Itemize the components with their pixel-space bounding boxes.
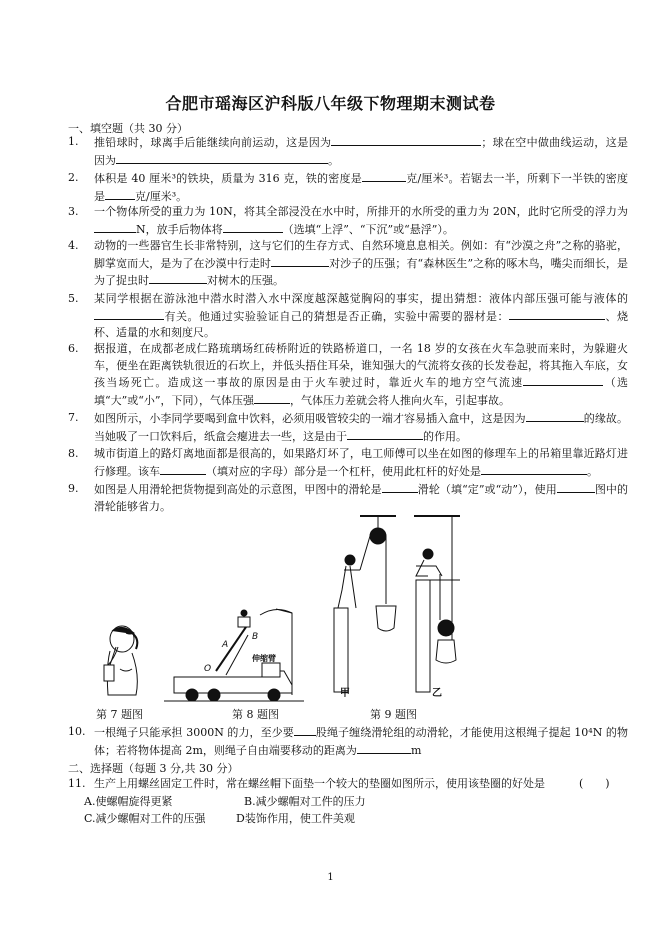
question-text: （选填“大”或“小”，下同），气体压强 bbox=[94, 376, 629, 407]
question-text: 一根绳子只能承担 3000N 的力，至少要 bbox=[94, 726, 294, 739]
question-10 bbox=[68, 724, 628, 759]
answer-blank[interactable] bbox=[382, 481, 418, 493]
answer-blank[interactable] bbox=[254, 392, 290, 404]
question-text: 某同学根据在游泳池中潜水时潜入水中深度越深越觉胸闷的事实，提出猜想：液体内部压强可能与液体的 bbox=[94, 292, 628, 305]
answer-blank[interactable] bbox=[523, 374, 603, 386]
question-4 bbox=[68, 238, 628, 290]
page-title: 合肥市瑶海区沪科版八年级下物理期末测试卷 bbox=[165, 94, 496, 113]
figure-9-caption: 第 9 题图 bbox=[370, 708, 417, 721]
page-number: 1 bbox=[327, 872, 334, 883]
question-number: 2. bbox=[68, 171, 79, 184]
answer-blank[interactable] bbox=[481, 463, 587, 475]
answer-blank[interactable] bbox=[509, 308, 605, 320]
question-text: ；球在空中做曲线运动，这是因为 bbox=[94, 136, 629, 167]
answer-blank[interactable] bbox=[149, 272, 207, 284]
question-11 bbox=[68, 776, 628, 793]
question-number: 9. bbox=[68, 482, 79, 495]
answer-blank[interactable] bbox=[347, 428, 423, 440]
answer-blank[interactable] bbox=[160, 463, 206, 475]
answer-blank[interactable] bbox=[223, 221, 283, 233]
question-text: 城市街道上的路灯离地面都是很高的，如果路灯坏了，电工师傅可以坐在如图的修理车上的吊箱里靠近路灯进行修理。该车 bbox=[94, 447, 628, 478]
question-text: 一个物体所受的重力为 10N，将其全部浸没在水中时，所排开的水所受的重力为 20N，此时它所受的浮力为 bbox=[94, 205, 628, 218]
option-a[interactable]: A.使螺帽旋得更紧 bbox=[84, 795, 173, 808]
option-b[interactable]: B.减少螺帽对工件的压力 bbox=[244, 795, 366, 808]
question-text: N，放手后物体将 bbox=[136, 222, 223, 236]
question-number: 11. bbox=[68, 777, 86, 790]
question-number: 7. bbox=[68, 411, 79, 424]
question-text: 据报道，在成都老成仁路琉璃场红砖桥附近的铁路桥道口，一名 18 岁的女孩在火车急驶而来时，为躲避火车，便坐在距离铁轨很近的石坎上，并低头捂住耳朵，谁知强大的气流将女孩的长发卷起，将其拖入车底，女孩当场死亡。造成这一事故的原因是由于火车驶过时，靠近火车的地方空气流速 bbox=[94, 342, 628, 389]
answer-paren[interactable]: ( ) bbox=[579, 777, 610, 790]
question-3 bbox=[68, 204, 628, 238]
question-number: 3. bbox=[68, 205, 79, 218]
answer-blank[interactable] bbox=[116, 152, 328, 164]
question-6 bbox=[68, 341, 628, 409]
repair-truck-figure bbox=[164, 605, 314, 710]
question-number: 10. bbox=[68, 725, 86, 738]
answer-blank[interactable] bbox=[362, 170, 406, 182]
question-text: 体积是 40 厘米³的铁块，质量为 316 克，铁的密度是 bbox=[94, 172, 362, 185]
question-number: 6. bbox=[68, 342, 79, 355]
question-text: 滑轮（填“定”或“动”），使用 bbox=[417, 483, 557, 496]
question-text: 。 bbox=[328, 153, 339, 167]
label-yi: 乙 bbox=[432, 688, 442, 699]
question-text: 股绳子缠绕滑轮组的动滑轮，才能使用这根绳子提起 10⁴N 的物体；若将物体提高 2m，则绳子自由端要移动的距离为 bbox=[94, 726, 628, 757]
question-1 bbox=[68, 134, 628, 169]
question-2 bbox=[68, 170, 628, 205]
question-text: （填对应的字母）部分是一个杠杆，使用此杠杆的好处是 bbox=[206, 464, 481, 478]
option-d[interactable]: D装饰作用，使工件美观 bbox=[236, 812, 355, 825]
question-text: 克/厘米³。若锯去一半，所剩下一半铁的密度是 bbox=[94, 172, 628, 203]
question-text: 的作用。 bbox=[423, 429, 467, 443]
question-text: 如图所示，小李同学要喝到盒中饮料，必须用吸管较尖的一端才容易插入盒中，这是因为 bbox=[94, 412, 526, 425]
label-jia: 甲 bbox=[340, 688, 350, 699]
question-text: m bbox=[410, 743, 422, 757]
figure-8-caption: 第 8 题图 bbox=[232, 708, 279, 721]
question-text: 、烧杯、适量的水和刻度尺。 bbox=[94, 309, 629, 339]
question-text: 如图是人用滑轮把货物提到高处的示意图，甲图中的滑轮是 bbox=[94, 483, 382, 496]
question-text: 有关。他通过实验验证自己的猜想是否正确，实验中需要的器材是： bbox=[164, 309, 510, 323]
question-7 bbox=[68, 410, 628, 445]
answer-blank[interactable] bbox=[526, 410, 584, 422]
question-number: 1. bbox=[68, 135, 79, 148]
pulley-figure bbox=[320, 510, 485, 700]
answer-blank[interactable] bbox=[331, 134, 481, 146]
question-number: 8. bbox=[68, 447, 79, 460]
question-text: 动物的一些器官生长非常特别，这与它们的生存方式、自然环境息息相关。例如：有“沙漠之舟”之称的骆驼，脚掌宽而大，是为了在沙漠中行走时 bbox=[94, 239, 628, 270]
answer-blank[interactable] bbox=[557, 481, 595, 493]
question-number: 5. bbox=[68, 292, 79, 305]
answer-blank[interactable] bbox=[94, 221, 136, 233]
question-text: 克/厘米³。 bbox=[135, 189, 188, 203]
question-number: 4. bbox=[68, 239, 79, 252]
question-text: 图中的滑轮能够省力。 bbox=[94, 483, 628, 513]
question-text: 生产上用螺丝固定工件时，常在螺丝帽下面垫一个较大的垫圈如图所示，使用该垫圈的好处是 bbox=[94, 777, 545, 790]
answer-blank[interactable] bbox=[105, 188, 135, 200]
section-fill-in: 一、填空题（共 30 分） bbox=[68, 122, 188, 135]
question-8 bbox=[68, 446, 628, 480]
figure-7-caption: 第 7 题图 bbox=[96, 708, 143, 721]
question-text: 的缘故。当她吸了一口饮料后，纸盒会瘪进去一些，这是由于 bbox=[94, 412, 628, 443]
label-a: A bbox=[222, 640, 229, 650]
question-text: 对树木的压强。 bbox=[207, 274, 284, 287]
label-b: B bbox=[252, 632, 259, 642]
answer-blank[interactable] bbox=[94, 308, 164, 320]
question-text: 推铅球时，球离手后能继续向前运动，这是因为 bbox=[94, 136, 332, 149]
question-text: 。 bbox=[587, 464, 598, 478]
label-o: O bbox=[204, 664, 212, 674]
question-text: 对沙子的压强；有“森林医生”之称的啄木鸟，嘴尖而细长，是为了捉虫时 bbox=[94, 256, 628, 287]
label-arm: 伸缩臂 bbox=[252, 654, 276, 663]
answer-blank[interactable] bbox=[357, 742, 411, 754]
answer-blank[interactable] bbox=[294, 724, 316, 736]
answer-blank[interactable] bbox=[271, 255, 329, 267]
question-text: （选填“上浮”、“下沉”或“悬浮”）。 bbox=[282, 222, 454, 236]
section-multiple-choice: 二、选择题（每题 3 分,共 30 分） bbox=[68, 762, 239, 775]
question-5 bbox=[68, 291, 628, 342]
option-c[interactable]: C.减少螺帽对工件的压强 bbox=[84, 812, 206, 825]
question-text: ，气体压力差就会将人推向火车，引起事故。 bbox=[290, 393, 510, 407]
girl-drinking-figure bbox=[96, 625, 158, 705]
